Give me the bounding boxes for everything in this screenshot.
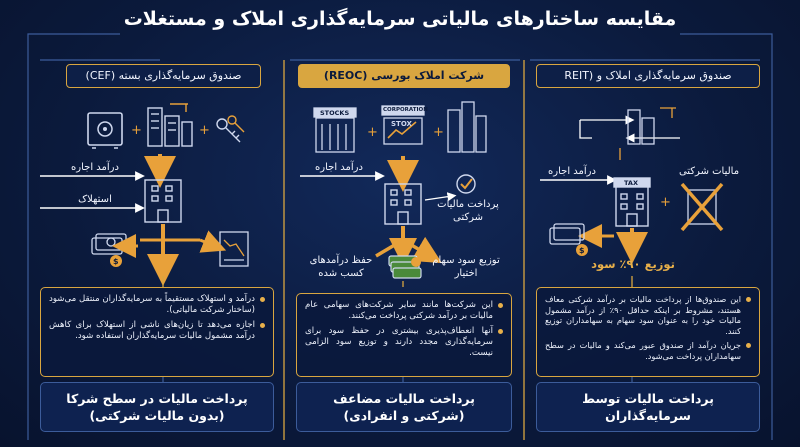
- svg-text:$: $: [113, 257, 119, 266]
- reoc-skyscrapers-icon: [448, 102, 486, 152]
- reoc-coin-icon: [411, 257, 421, 267]
- reit-corporate-tax-label: مالیات شرکتی: [678, 166, 740, 177]
- cef-money-icon: [92, 234, 126, 254]
- reoc-column-title: شرکت املاک بورسی (REOC): [298, 64, 510, 88]
- cef-center-building-icon: [145, 180, 181, 222]
- cef-column-title: صندوق سرمایه‌گذاری بسته (CEF): [66, 64, 261, 88]
- cef-notes: [40, 287, 274, 377]
- cef-depreciation-label: استهلاک: [78, 194, 112, 205]
- cef-safe-icon: [88, 113, 122, 148]
- reoc-rental-income-label: درآمد اجاره: [315, 162, 363, 173]
- reoc-corporation-sign: CORPORATION: [383, 107, 428, 113]
- cef-summary-line1: پرداخت مالیات در سطح شرکا: [66, 391, 248, 406]
- page-title: مقایسه ساختارهای مالیاتی سرمایه‌گذاری املاک و مستغلات: [123, 8, 677, 30]
- reoc-retained-earnings-label: حفظ درآمدهای کسب شده: [309, 255, 373, 279]
- reoc-stox-sign: STOX: [391, 120, 412, 128]
- cef-keys-icon: [217, 116, 244, 142]
- reit-distribution-label: توزیع ۹۰٪ سود: [591, 257, 675, 271]
- svg-text:+: +: [433, 125, 444, 140]
- reoc-note-item: آنها انعطاف‌پذیری بیشتری در حفظ سود برای سرمایه‌گذاری مجدد دارند و توزیع سود الزامی نیست.: [305, 326, 503, 359]
- reoc-summary-line1: پرداخت مالیات مضاعف: [333, 391, 475, 406]
- svg-text:$: $: [579, 246, 585, 255]
- svg-text:+: +: [660, 195, 671, 210]
- reit-cycle-arrows: [580, 120, 680, 138]
- cef-summary: [40, 382, 274, 432]
- reit-note-item: این صندوق‌ها از پرداخت مالیات بر درآمد شرکتی معاف هستند، مشروط بر اینکه حداقل ۹۰٪ از درآمد مشمول مالیات خود را به عنوان سود سهام به سهامداران توزیع کنند.: [545, 294, 751, 336]
- reoc-summary-line2: (شرکتی و انفرادی): [343, 408, 465, 423]
- reit-rental-income-label: درآمد اجاره: [548, 166, 596, 177]
- reit-summary-line1: پرداخت مالیات توسط: [582, 391, 714, 406]
- svg-text:+: +: [131, 123, 142, 138]
- reit-tax-sign: TAX: [624, 179, 638, 187]
- cef-chart-doc-icon: [220, 232, 248, 266]
- svg-text:+: +: [367, 125, 378, 140]
- reit-money-icon: [550, 224, 584, 244]
- reoc-corporate-tax-label: پرداخت مالیات شرکتی: [437, 199, 499, 223]
- reit-notes: [536, 287, 760, 377]
- reoc-dividend-label: توزیع سود سهام اختیار: [432, 255, 500, 279]
- reit-summary-line2: سرمایه‌گذاران: [605, 408, 691, 423]
- cef-note-item: اجازه می‌دهد تا زیان‌های ناشی از استهلاک برای کاهش درآمد مشمول مالیات سرمایه‌گذاران استفاده شود.: [49, 320, 265, 342]
- reoc-center-building-icon: [385, 184, 421, 224]
- reoc-note-item: این شرکت‌ها مانند سایر شرکت‌های سهامی عام مالیات بر درآمد شرکتی پرداخت می‌کنند.: [305, 300, 503, 322]
- cef-summary-line2: (بدون مالیات شرکتی): [89, 408, 225, 423]
- cef-buildings-icon: [148, 104, 192, 146]
- reit-column-title: صندوق سرمایه‌گذاری املاک و (REIT: [536, 64, 760, 88]
- reit-crossed-building-icon: [682, 184, 722, 230]
- title-frame: [28, 34, 772, 440]
- reoc-check-icon: [457, 175, 475, 193]
- cef-note-item: درآمد و استهلاک مستقیماً به سرمایه‌گذاران منتقل می‌شود (ساختار شرکت مالیاتی).: [49, 294, 265, 316]
- reoc-stocks-sign: STOCKS: [320, 109, 350, 117]
- reoc-notes: [296, 293, 512, 377]
- svg-text:+: +: [199, 123, 210, 138]
- reit-summary: [536, 382, 760, 432]
- reoc-summary: [296, 382, 512, 432]
- cef-rental-income-label: درآمد اجاره: [71, 162, 119, 173]
- reit-note-item: جریان درآمد از صندوق عبور می‌کند و مالیات در سطح سهامداران پرداخت می‌شود.: [545, 340, 751, 361]
